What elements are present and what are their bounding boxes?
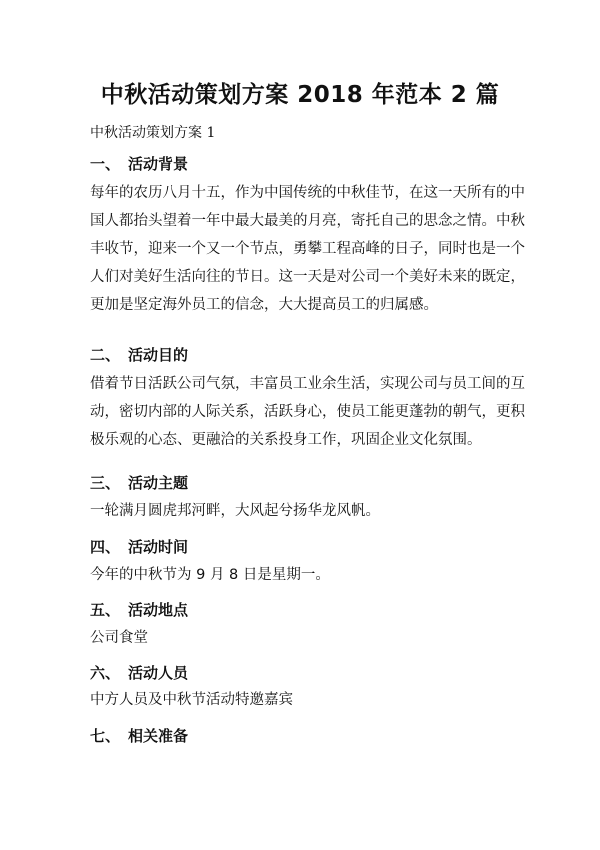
section-title: 活动背景: [128, 155, 189, 173]
section-heading-theme: [90, 472, 188, 493]
document-subtitle: 中秋活动策划方案 1: [90, 125, 216, 141]
section-number: 五、: [90, 601, 121, 619]
section-heading-preparation: [90, 725, 188, 746]
section-heading-participants: [90, 662, 188, 683]
document-title: 中秋活动策划方案 2018 年范本 2 篇: [100, 82, 500, 108]
section-number: 六、: [90, 664, 121, 682]
paragraph-line: 公司食堂: [90, 630, 148, 646]
paragraph-line: 动，密切内部的人际关系，活跃身心，使员工能更蓬勃的朝气，更积: [90, 404, 525, 420]
section-heading-location: [90, 599, 188, 620]
paragraph-line: 国人都抬头望着一年中最大最美的月亮，寄托自己的思念之情。中秋: [90, 213, 525, 229]
section-body-location: [90, 624, 520, 652]
section-heading-background: [90, 153, 188, 174]
section-number: 一、: [90, 155, 121, 173]
section-heading-purpose: [90, 344, 188, 365]
section-body-background: [90, 179, 525, 319]
section-title: 活动人员: [128, 664, 189, 682]
section-body-theme: [90, 497, 520, 525]
section-body-participants: [90, 686, 520, 714]
section-body-purpose: [90, 370, 525, 454]
paragraph-line: 更加是坚定海外员工的信念，大大提高员工的归属感。: [90, 297, 438, 313]
paragraph-line: 极乐观的心态、更融洽的关系投身工作，巩固企业文化氛围。: [90, 432, 482, 448]
section-number: 二、: [90, 346, 121, 364]
section-number: 七、: [90, 727, 121, 745]
section-title: 活动地点: [128, 601, 189, 619]
section-heading-time: [90, 536, 188, 557]
section-body-time: [90, 561, 520, 589]
section-title: 活动主题: [128, 474, 189, 492]
section-number: 三、: [90, 474, 121, 492]
paragraph-line: 一轮满月圆虎邦河畔，大风起兮扬华龙风帆。: [90, 503, 380, 519]
paragraph-line: 今年的中秋节为 9 月 8 日是星期一。: [90, 567, 330, 583]
paragraph-line: 丰收节，迎来一个又一个节点，勇攀工程高峰的日子，同时也是一个: [90, 241, 525, 257]
section-title: 活动目的: [128, 346, 189, 364]
paragraph-line: 每年的农历八月十五，作为中国传统的中秋佳节，在这一天所有的中: [90, 185, 525, 201]
section-title: 相关准备: [128, 727, 189, 745]
section-number: 四、: [90, 538, 121, 556]
section-title: 活动时间: [128, 538, 189, 556]
paragraph-line: 人们对美好生活向往的节日。这一天是对公司一个美好未来的既定，: [90, 269, 525, 285]
paragraph-line: 中方人员及中秋节活动特邀嘉宾: [90, 692, 293, 708]
paragraph-line: 借着节日活跃公司气氛，丰富员工业余生活，实现公司与员工间的互: [90, 376, 525, 392]
